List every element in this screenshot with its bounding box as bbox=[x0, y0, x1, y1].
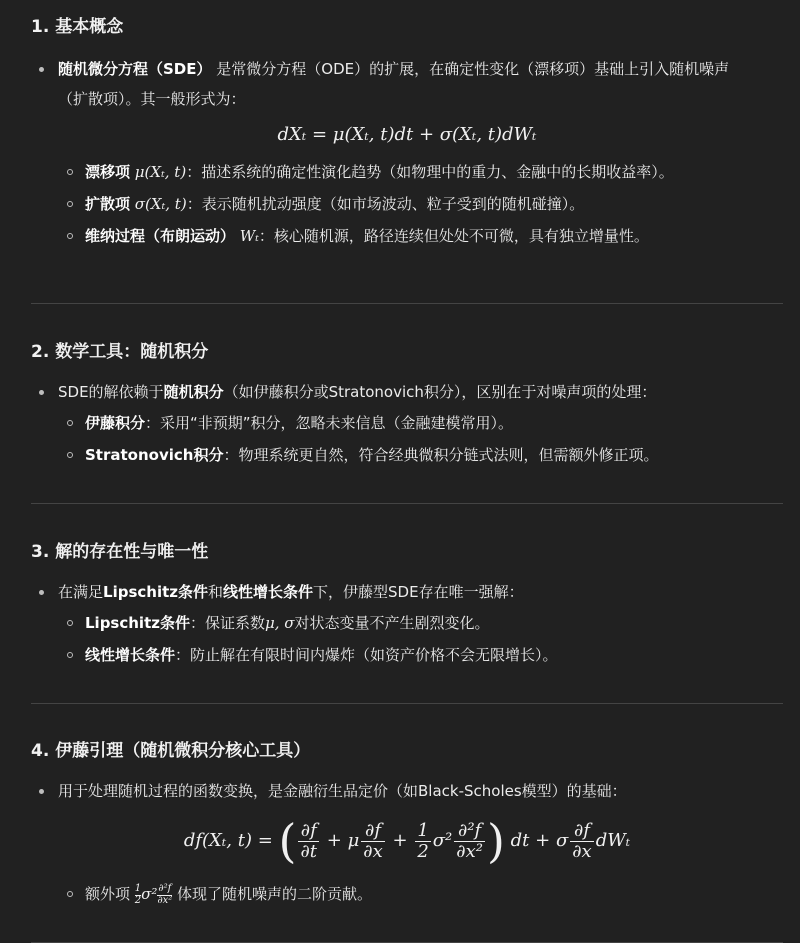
ito-formula bbox=[31, 810, 783, 872]
denominator: 2 bbox=[134, 894, 142, 906]
numerator: ∂²f bbox=[454, 821, 485, 842]
formula-text: σ² bbox=[432, 830, 453, 851]
formula-text: dWₜ bbox=[595, 830, 631, 851]
section-title: 1. 基本概念 bbox=[31, 17, 124, 37]
inline-math: Wₜ bbox=[239, 227, 259, 245]
bullet-ring bbox=[67, 620, 73, 626]
fraction bbox=[157, 884, 172, 906]
document bbox=[31, 0, 783, 943]
list-item bbox=[31, 407, 783, 439]
bullet-dot bbox=[39, 390, 44, 395]
paragraph-text: 用于处理随机过程的函数变换，是金融衍生品定价（如Black-Scholes模型）的基础： bbox=[58, 782, 627, 800]
numerator: ∂f bbox=[361, 821, 384, 842]
denominator: ∂x bbox=[572, 840, 592, 862]
paragraph-text: （扩散项）。其一般形式为： bbox=[58, 90, 246, 108]
item-text: ：描述系统的确定性演化趋势（如物理中的重力、金融中的长期收益率）。 bbox=[186, 163, 674, 181]
term: 漂移项 bbox=[85, 163, 131, 181]
list-item bbox=[31, 54, 783, 114]
term: Stratonovich积分 bbox=[85, 446, 224, 464]
term: Lipschitz条件 bbox=[103, 583, 208, 601]
numerator: ∂f bbox=[298, 821, 319, 842]
bullet-dot bbox=[39, 590, 44, 595]
bullet-ring bbox=[67, 452, 73, 458]
item-text: 体现了随机噪声的二阶贡献。 bbox=[177, 885, 373, 903]
sde-formula: dXₜ = μ(Xₜ, t)dt + σ(Xₜ, t)dWₜ bbox=[277, 124, 537, 145]
bullet-ring bbox=[67, 233, 73, 239]
denominator: 2 bbox=[417, 840, 429, 862]
formula-text: dt + σ bbox=[510, 830, 569, 851]
numerator: 1 bbox=[134, 883, 142, 894]
left-paren: ( bbox=[278, 814, 297, 868]
bullet-ring bbox=[67, 169, 73, 175]
paragraph-text: 在满足 bbox=[58, 583, 104, 601]
section-title: 4. 伊藤引理（随机微积分核心工具） bbox=[31, 741, 311, 761]
section-stochastic-integral bbox=[31, 304, 783, 503]
item-text: ：物理系统更自然，符合经典微积分链式法则，但需额外修正项。 bbox=[223, 446, 659, 464]
bullet-dot bbox=[39, 67, 44, 72]
bullet-ring bbox=[67, 891, 73, 897]
list-item bbox=[31, 220, 783, 252]
list-item bbox=[31, 577, 783, 607]
numerator: ∂f bbox=[570, 821, 593, 842]
term: 维纳过程（布朗运动） bbox=[85, 227, 236, 245]
fraction bbox=[361, 821, 384, 862]
list-item bbox=[31, 439, 783, 471]
term: Lipschitz条件 bbox=[85, 614, 190, 632]
list-item bbox=[31, 878, 783, 910]
section-title: 3. 解的存在性与唯一性 bbox=[31, 542, 209, 562]
denominator: ∂x² bbox=[456, 840, 483, 862]
bullet-ring bbox=[67, 420, 73, 426]
formula-lhs: df(Xₜ, t) = bbox=[183, 830, 273, 851]
bullet-dot bbox=[39, 789, 44, 794]
list-item bbox=[31, 607, 783, 639]
list-item bbox=[31, 776, 783, 806]
paragraph-text: 下，伊藤型SDE存在唯一强解： bbox=[313, 583, 524, 601]
term: 线性增长条件 bbox=[85, 646, 176, 664]
item-text: ：防止解在有限时间内爆炸（如资产价格不会无限增长）。 bbox=[175, 646, 558, 664]
item-text: ：保证系数 bbox=[189, 614, 265, 632]
bullet-ring bbox=[67, 201, 73, 207]
denominator: ∂t bbox=[300, 840, 318, 862]
formula-text: + μ bbox=[326, 830, 360, 851]
item-text: ：核心随机源，路径连续但处处不可微，具有独立增量性。 bbox=[258, 227, 649, 245]
fraction bbox=[298, 821, 319, 862]
term: 伊藤积分 bbox=[85, 414, 146, 432]
list-item bbox=[31, 377, 783, 407]
term-sde: 随机微分方程（SDE） bbox=[58, 60, 212, 78]
numerator: ∂²f bbox=[158, 883, 172, 894]
list-item bbox=[31, 188, 783, 220]
formula-text: σ² bbox=[141, 885, 158, 903]
inline-math: σ(Xₜ, t) bbox=[134, 195, 187, 213]
term: 随机积分 bbox=[163, 383, 224, 401]
term: 线性增长条件 bbox=[223, 583, 314, 601]
paragraph-text: 和 bbox=[208, 583, 224, 601]
bullet-ring bbox=[67, 652, 73, 658]
item-text: ：采用“非预期”积分，忽略未来信息（金融建模常用）。 bbox=[145, 414, 514, 432]
item-text: ：表示随机扰动强度（如市场波动、粒子受到的随机碰撞）。 bbox=[186, 195, 585, 213]
list-item bbox=[31, 639, 783, 671]
section-basic-concepts bbox=[31, 14, 783, 303]
paragraph-text: （如伊藤积分或Stratonovich积分），区别在于对噪声项的处理： bbox=[223, 383, 657, 401]
denominator: ∂x² bbox=[157, 894, 173, 906]
numerator: 1 bbox=[417, 819, 429, 841]
fraction bbox=[415, 821, 430, 862]
term: 扩散项 bbox=[85, 195, 131, 213]
section-title: 2. 数学工具：随机积分 bbox=[31, 342, 209, 362]
inline-math: μ, σ bbox=[265, 614, 295, 632]
list-item bbox=[31, 156, 783, 188]
denominator: ∂x bbox=[363, 840, 383, 862]
fraction bbox=[454, 821, 485, 862]
inline-math: μ(Xₜ, t) bbox=[134, 163, 187, 181]
fraction bbox=[570, 821, 593, 862]
paragraph-text: SDE的解依赖于 bbox=[58, 383, 164, 401]
right-paren: ) bbox=[486, 814, 505, 868]
section-ito-lemma bbox=[31, 704, 783, 942]
inline-math bbox=[134, 883, 173, 906]
section-existence-uniqueness bbox=[31, 504, 783, 703]
item-text: 对状态变量不产生剧烈变化。 bbox=[294, 614, 490, 632]
formula-text: + bbox=[392, 830, 408, 851]
item-text: 额外项 bbox=[85, 885, 131, 903]
paragraph-text: 是常微分方程（ODE）的扩展，在确定性变化（漂移项）基础上引入随机噪声 bbox=[216, 60, 730, 78]
